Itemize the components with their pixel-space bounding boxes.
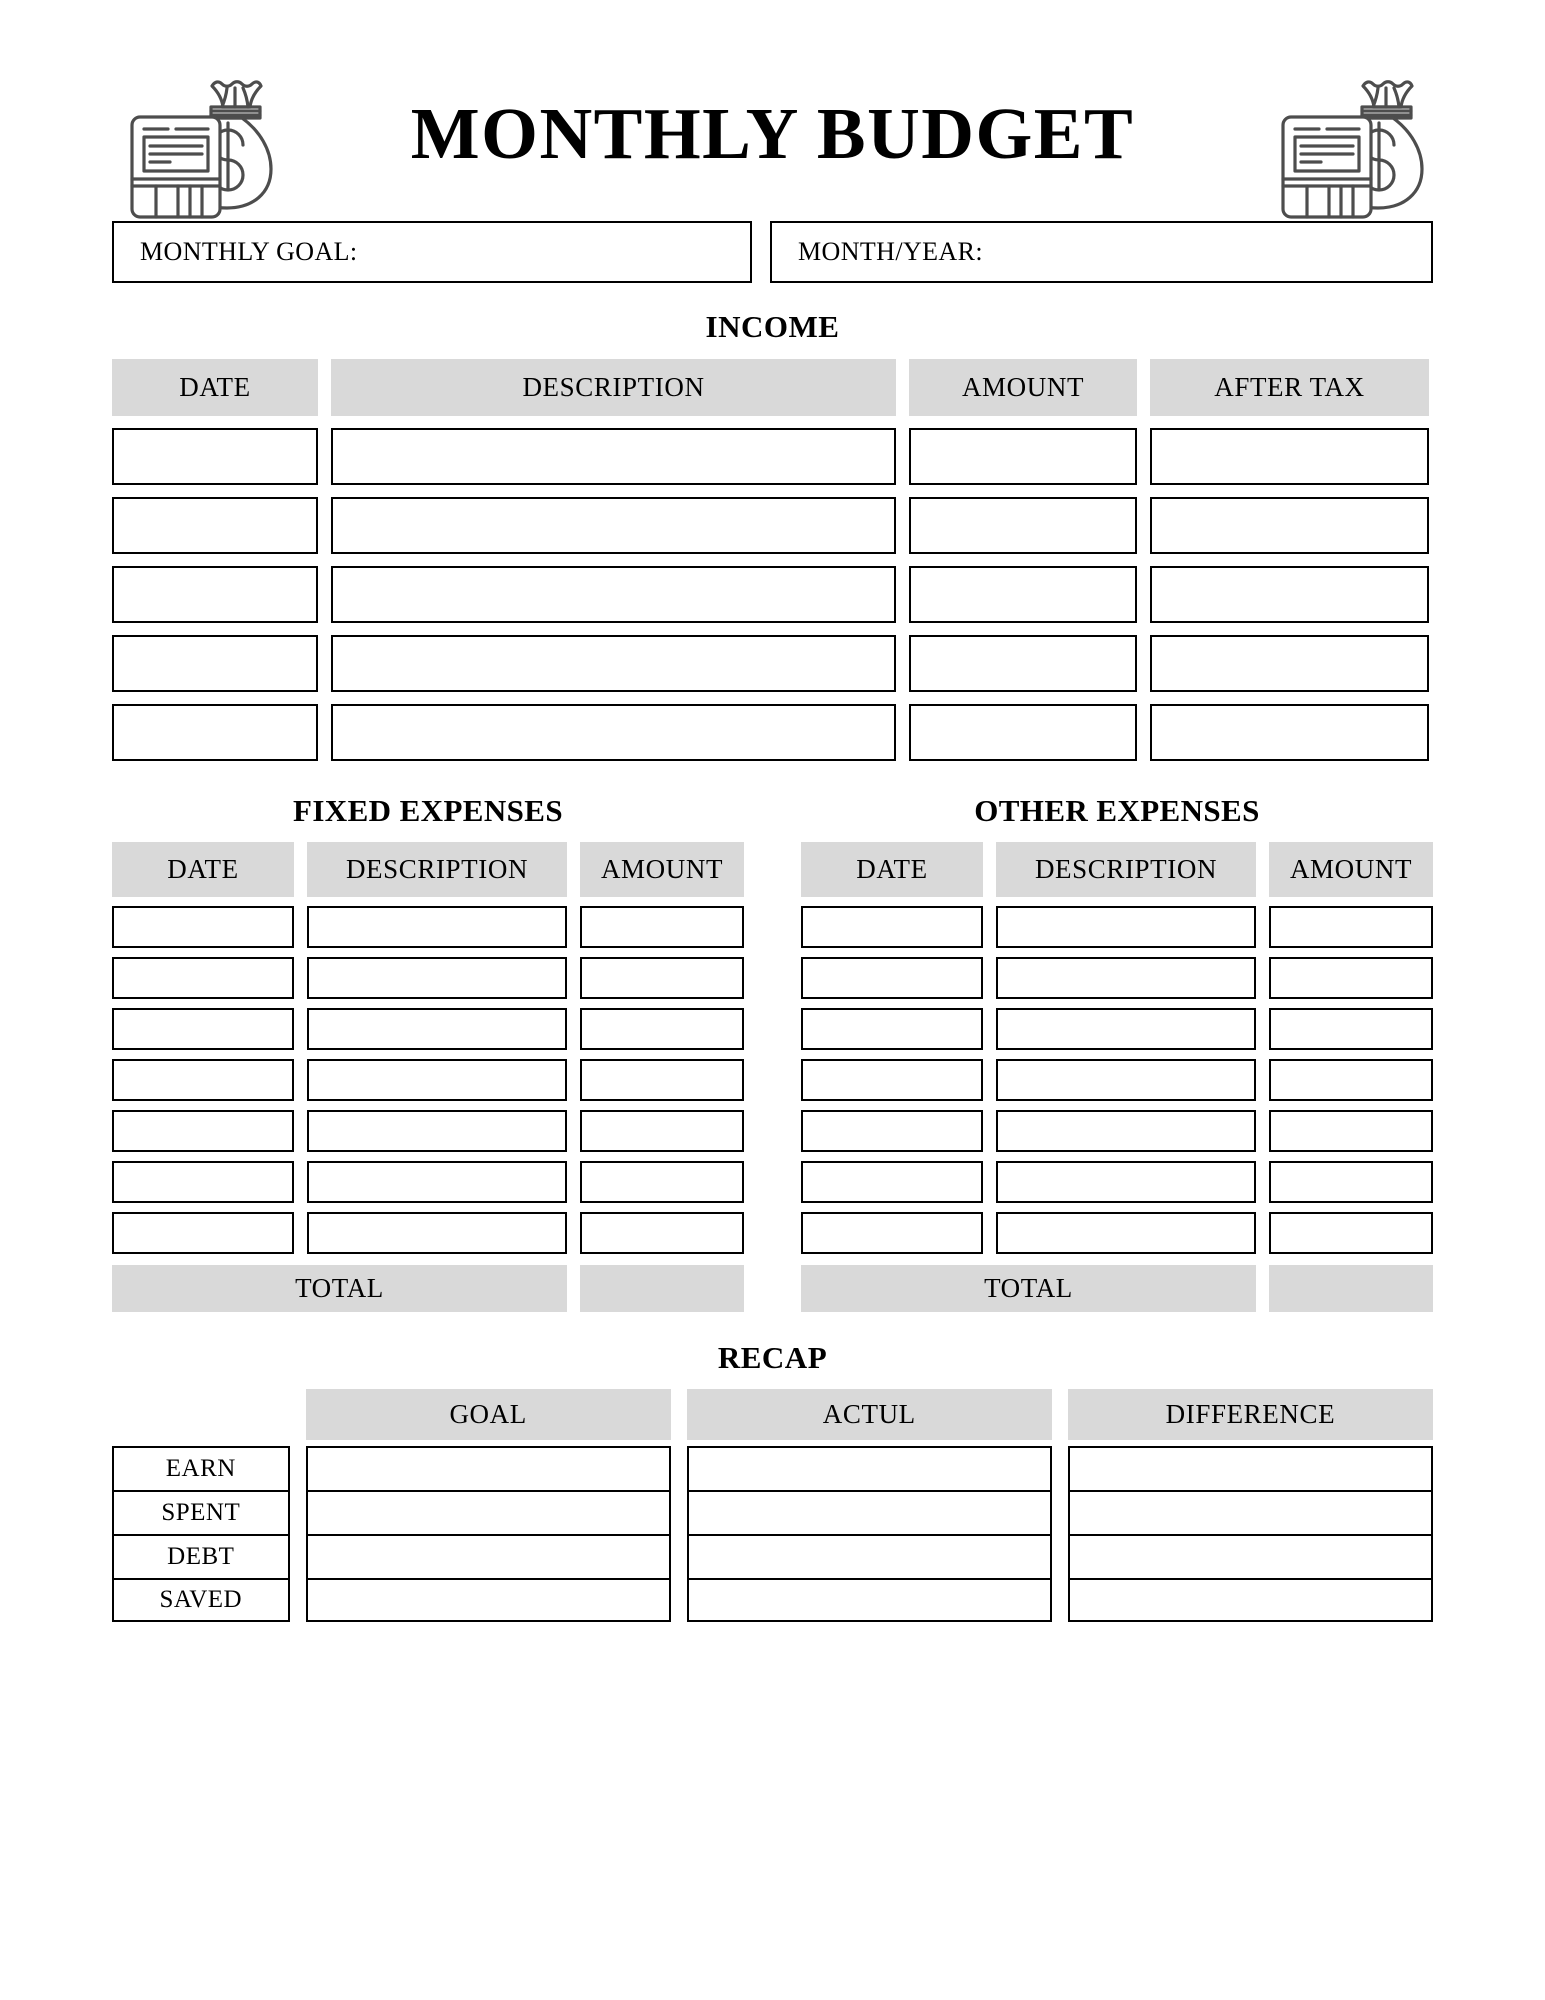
other-expense-row xyxy=(801,1161,1433,1203)
other-expense-cell-amt[interactable] xyxy=(1269,1008,1433,1050)
fixed-expense-row xyxy=(112,1161,744,1203)
fixed-expense-cell-desc[interactable] xyxy=(307,1212,567,1254)
income-row xyxy=(112,635,1433,692)
fixed-expense-cell-desc[interactable] xyxy=(307,1161,567,1203)
fixed-total-label: TOTAL xyxy=(112,1265,567,1312)
other-expense-row xyxy=(801,1059,1433,1101)
fixed-expense-row xyxy=(112,957,744,999)
monthly-goal-label: MONTHLY GOAL: xyxy=(140,237,358,266)
fixed-expense-row xyxy=(112,1110,744,1152)
income-cell-amt[interactable] xyxy=(909,497,1137,554)
other-col-date: DATE xyxy=(801,842,983,897)
recap-difference-cell[interactable] xyxy=(1068,1534,1433,1578)
fixed-expense-row xyxy=(112,1008,744,1050)
recap-difference-cell[interactable] xyxy=(1068,1490,1433,1534)
other-expenses-total-row xyxy=(801,1265,1433,1312)
fixed-expense-cell-date[interactable] xyxy=(112,1059,294,1101)
fixed-expense-cell-desc[interactable] xyxy=(307,906,567,948)
income-cell-tax[interactable] xyxy=(1150,497,1429,554)
fixed-col-date: DATE xyxy=(112,842,294,897)
fixed-expense-cell-date[interactable] xyxy=(112,1110,294,1152)
income-cell-date[interactable] xyxy=(112,428,318,485)
fixed-expense-cell-desc[interactable] xyxy=(307,1008,567,1050)
income-cell-date[interactable] xyxy=(112,497,318,554)
monthly-goal-field[interactable] xyxy=(112,221,752,283)
fixed-expense-cell-desc[interactable] xyxy=(307,1110,567,1152)
other-total-label: TOTAL xyxy=(801,1265,1256,1312)
income-section-title: INCOME xyxy=(705,309,840,344)
recap-label-spent: SPENT xyxy=(112,1490,290,1534)
fixed-expenses-title: FIXED EXPENSES xyxy=(292,793,564,828)
other-expense-row xyxy=(801,1212,1433,1254)
fixed-expenses-total-row xyxy=(112,1265,744,1312)
fixed-expense-cell-desc[interactable] xyxy=(307,957,567,999)
other-expense-cell-date[interactable] xyxy=(801,957,983,999)
fixed-expense-cell-date[interactable] xyxy=(112,957,294,999)
other-expense-cell-amt[interactable] xyxy=(1269,957,1433,999)
other-expense-cell-date[interactable] xyxy=(801,1059,983,1101)
recap-difference-cell[interactable] xyxy=(1068,1578,1433,1622)
income-cell-amt[interactable] xyxy=(909,428,1137,485)
goal-month-row xyxy=(112,221,1433,283)
income-row xyxy=(112,497,1433,554)
income-cell-tax[interactable] xyxy=(1150,635,1429,692)
other-expense-cell-desc[interactable] xyxy=(996,1008,1256,1050)
income-row xyxy=(112,704,1433,761)
other-expense-row xyxy=(801,1110,1433,1152)
other-expense-cell-date[interactable] xyxy=(801,1212,983,1254)
recap-row-labels xyxy=(112,1389,290,1622)
income-cell-desc[interactable] xyxy=(331,428,896,485)
other-expenses-table xyxy=(801,761,1433,1312)
income-table xyxy=(112,359,1433,761)
recap-goal-cell[interactable] xyxy=(306,1534,671,1578)
other-expense-row xyxy=(801,906,1433,948)
other-expense-row xyxy=(801,957,1433,999)
recap-difference-cell[interactable] xyxy=(1068,1446,1433,1490)
calculator-money-bag-icon xyxy=(1263,49,1433,224)
recap-actul-cell[interactable] xyxy=(687,1446,1052,1490)
month-year-label: MONTH/YEAR: xyxy=(798,237,983,266)
recap-difference-cells xyxy=(1068,1446,1433,1622)
income-row xyxy=(112,566,1433,623)
other-col-description: DESCRIPTION xyxy=(996,842,1256,897)
other-expenses-title: OTHER EXPENSES xyxy=(974,793,1260,828)
other-expense-cell-desc[interactable] xyxy=(996,1161,1256,1203)
income-cell-date[interactable] xyxy=(112,635,318,692)
recap-actul-cell[interactable] xyxy=(687,1534,1052,1578)
income-cell-tax[interactable] xyxy=(1150,704,1429,761)
income-cell-amt[interactable] xyxy=(909,704,1137,761)
other-expense-row xyxy=(801,1008,1433,1050)
fixed-expense-cell-amt[interactable] xyxy=(580,1008,744,1050)
recap-actul-cell[interactable] xyxy=(687,1490,1052,1534)
fixed-expense-cell-date[interactable] xyxy=(112,906,294,948)
fixed-expense-row xyxy=(112,1212,744,1254)
income-col-amount: AMOUNT xyxy=(909,359,1137,416)
other-expense-cell-amt[interactable] xyxy=(1269,906,1433,948)
other-expense-cell-desc[interactable] xyxy=(996,906,1256,948)
fixed-expense-row xyxy=(112,906,744,948)
income-header-row xyxy=(112,359,1433,416)
fixed-expense-cell-amt[interactable] xyxy=(580,1059,744,1101)
other-expenses-rows xyxy=(801,906,1433,1254)
recap-col-difference-header: DIFFERENCE xyxy=(1068,1389,1433,1440)
income-col-after-tax: AFTER TAX xyxy=(1150,359,1429,416)
income-cell-desc[interactable] xyxy=(331,566,896,623)
other-total-value[interactable] xyxy=(1269,1265,1433,1312)
other-expense-cell-amt[interactable] xyxy=(1269,1059,1433,1101)
fixed-expense-cell-desc[interactable] xyxy=(307,1059,567,1101)
income-cell-desc[interactable] xyxy=(331,635,896,692)
fixed-expense-cell-amt[interactable] xyxy=(580,1212,744,1254)
income-rows xyxy=(112,428,1433,761)
income-cell-tax[interactable] xyxy=(1150,566,1429,623)
recap-actul-cells xyxy=(687,1446,1052,1622)
other-expense-cell-date[interactable] xyxy=(801,1008,983,1050)
month-year-field[interactable] xyxy=(770,221,1433,283)
income-cell-amt[interactable] xyxy=(909,566,1137,623)
income-cell-date[interactable] xyxy=(112,704,318,761)
fixed-expense-cell-amt[interactable] xyxy=(580,1161,744,1203)
recap-goal-cell[interactable] xyxy=(306,1490,671,1534)
other-expense-cell-date[interactable] xyxy=(801,1161,983,1203)
income-cell-date[interactable] xyxy=(112,566,318,623)
fixed-expense-cell-amt[interactable] xyxy=(580,1110,744,1152)
fixed-col-description: DESCRIPTION xyxy=(307,842,567,897)
calculator-money-bag-icon xyxy=(112,49,282,224)
recap-goal-cell[interactable] xyxy=(306,1578,671,1622)
other-col-amount: AMOUNT xyxy=(1269,842,1433,897)
fixed-expenses-header-row xyxy=(112,842,744,897)
fixed-expense-cell-amt[interactable] xyxy=(580,957,744,999)
recap-goal-cell[interactable] xyxy=(306,1446,671,1490)
fixed-expenses-table xyxy=(112,761,744,1312)
fixed-expense-cell-date[interactable] xyxy=(112,1008,294,1050)
fixed-expense-row xyxy=(112,1059,744,1101)
other-expense-cell-amt[interactable] xyxy=(1269,1110,1433,1152)
recap-label-debt: DEBT xyxy=(112,1534,290,1578)
income-cell-desc[interactable] xyxy=(331,704,896,761)
income-row xyxy=(112,428,1433,485)
recap-column-actul xyxy=(687,1389,1052,1622)
page-header xyxy=(112,0,1433,215)
income-col-description: DESCRIPTION xyxy=(331,359,896,416)
other-expense-cell-date[interactable] xyxy=(801,1110,983,1152)
recap-goal-cells xyxy=(306,1446,671,1622)
other-expense-cell-desc[interactable] xyxy=(996,957,1256,999)
other-expense-cell-date[interactable] xyxy=(801,906,983,948)
income-cell-desc[interactable] xyxy=(331,497,896,554)
recap-column-goal xyxy=(306,1389,671,1622)
recap-actul-cell[interactable] xyxy=(687,1578,1052,1622)
recap-table xyxy=(112,1389,1433,1622)
income-col-date: DATE xyxy=(112,359,318,416)
income-cell-amt[interactable] xyxy=(909,635,1137,692)
fixed-expense-cell-date[interactable] xyxy=(112,1212,294,1254)
fixed-expense-cell-date[interactable] xyxy=(112,1161,294,1203)
recap-label-saved: SAVED xyxy=(112,1578,290,1622)
page-title: MONTHLY BUDGET xyxy=(410,93,1135,174)
other-expense-cell-amt[interactable] xyxy=(1269,1212,1433,1254)
other-expense-cell-desc[interactable] xyxy=(996,1110,1256,1152)
fixed-expense-cell-amt[interactable] xyxy=(580,906,744,948)
recap-section-title: RECAP xyxy=(717,1340,828,1375)
other-expense-cell-desc[interactable] xyxy=(996,1212,1256,1254)
recap-col-goal-header: GOAL xyxy=(306,1389,671,1440)
fixed-col-amount: AMOUNT xyxy=(580,842,744,897)
income-cell-tax[interactable] xyxy=(1150,428,1429,485)
recap-label-earn: EARN xyxy=(112,1446,290,1490)
fixed-expenses-rows xyxy=(112,906,744,1254)
expenses-section xyxy=(112,761,1433,1312)
recap-col-actul-header: ACTUL xyxy=(687,1389,1052,1440)
fixed-total-value[interactable] xyxy=(580,1265,744,1312)
recap-column-difference xyxy=(1068,1389,1433,1622)
other-expenses-header-row xyxy=(801,842,1433,897)
other-expense-cell-amt[interactable] xyxy=(1269,1161,1433,1203)
other-expense-cell-desc[interactable] xyxy=(996,1059,1256,1101)
